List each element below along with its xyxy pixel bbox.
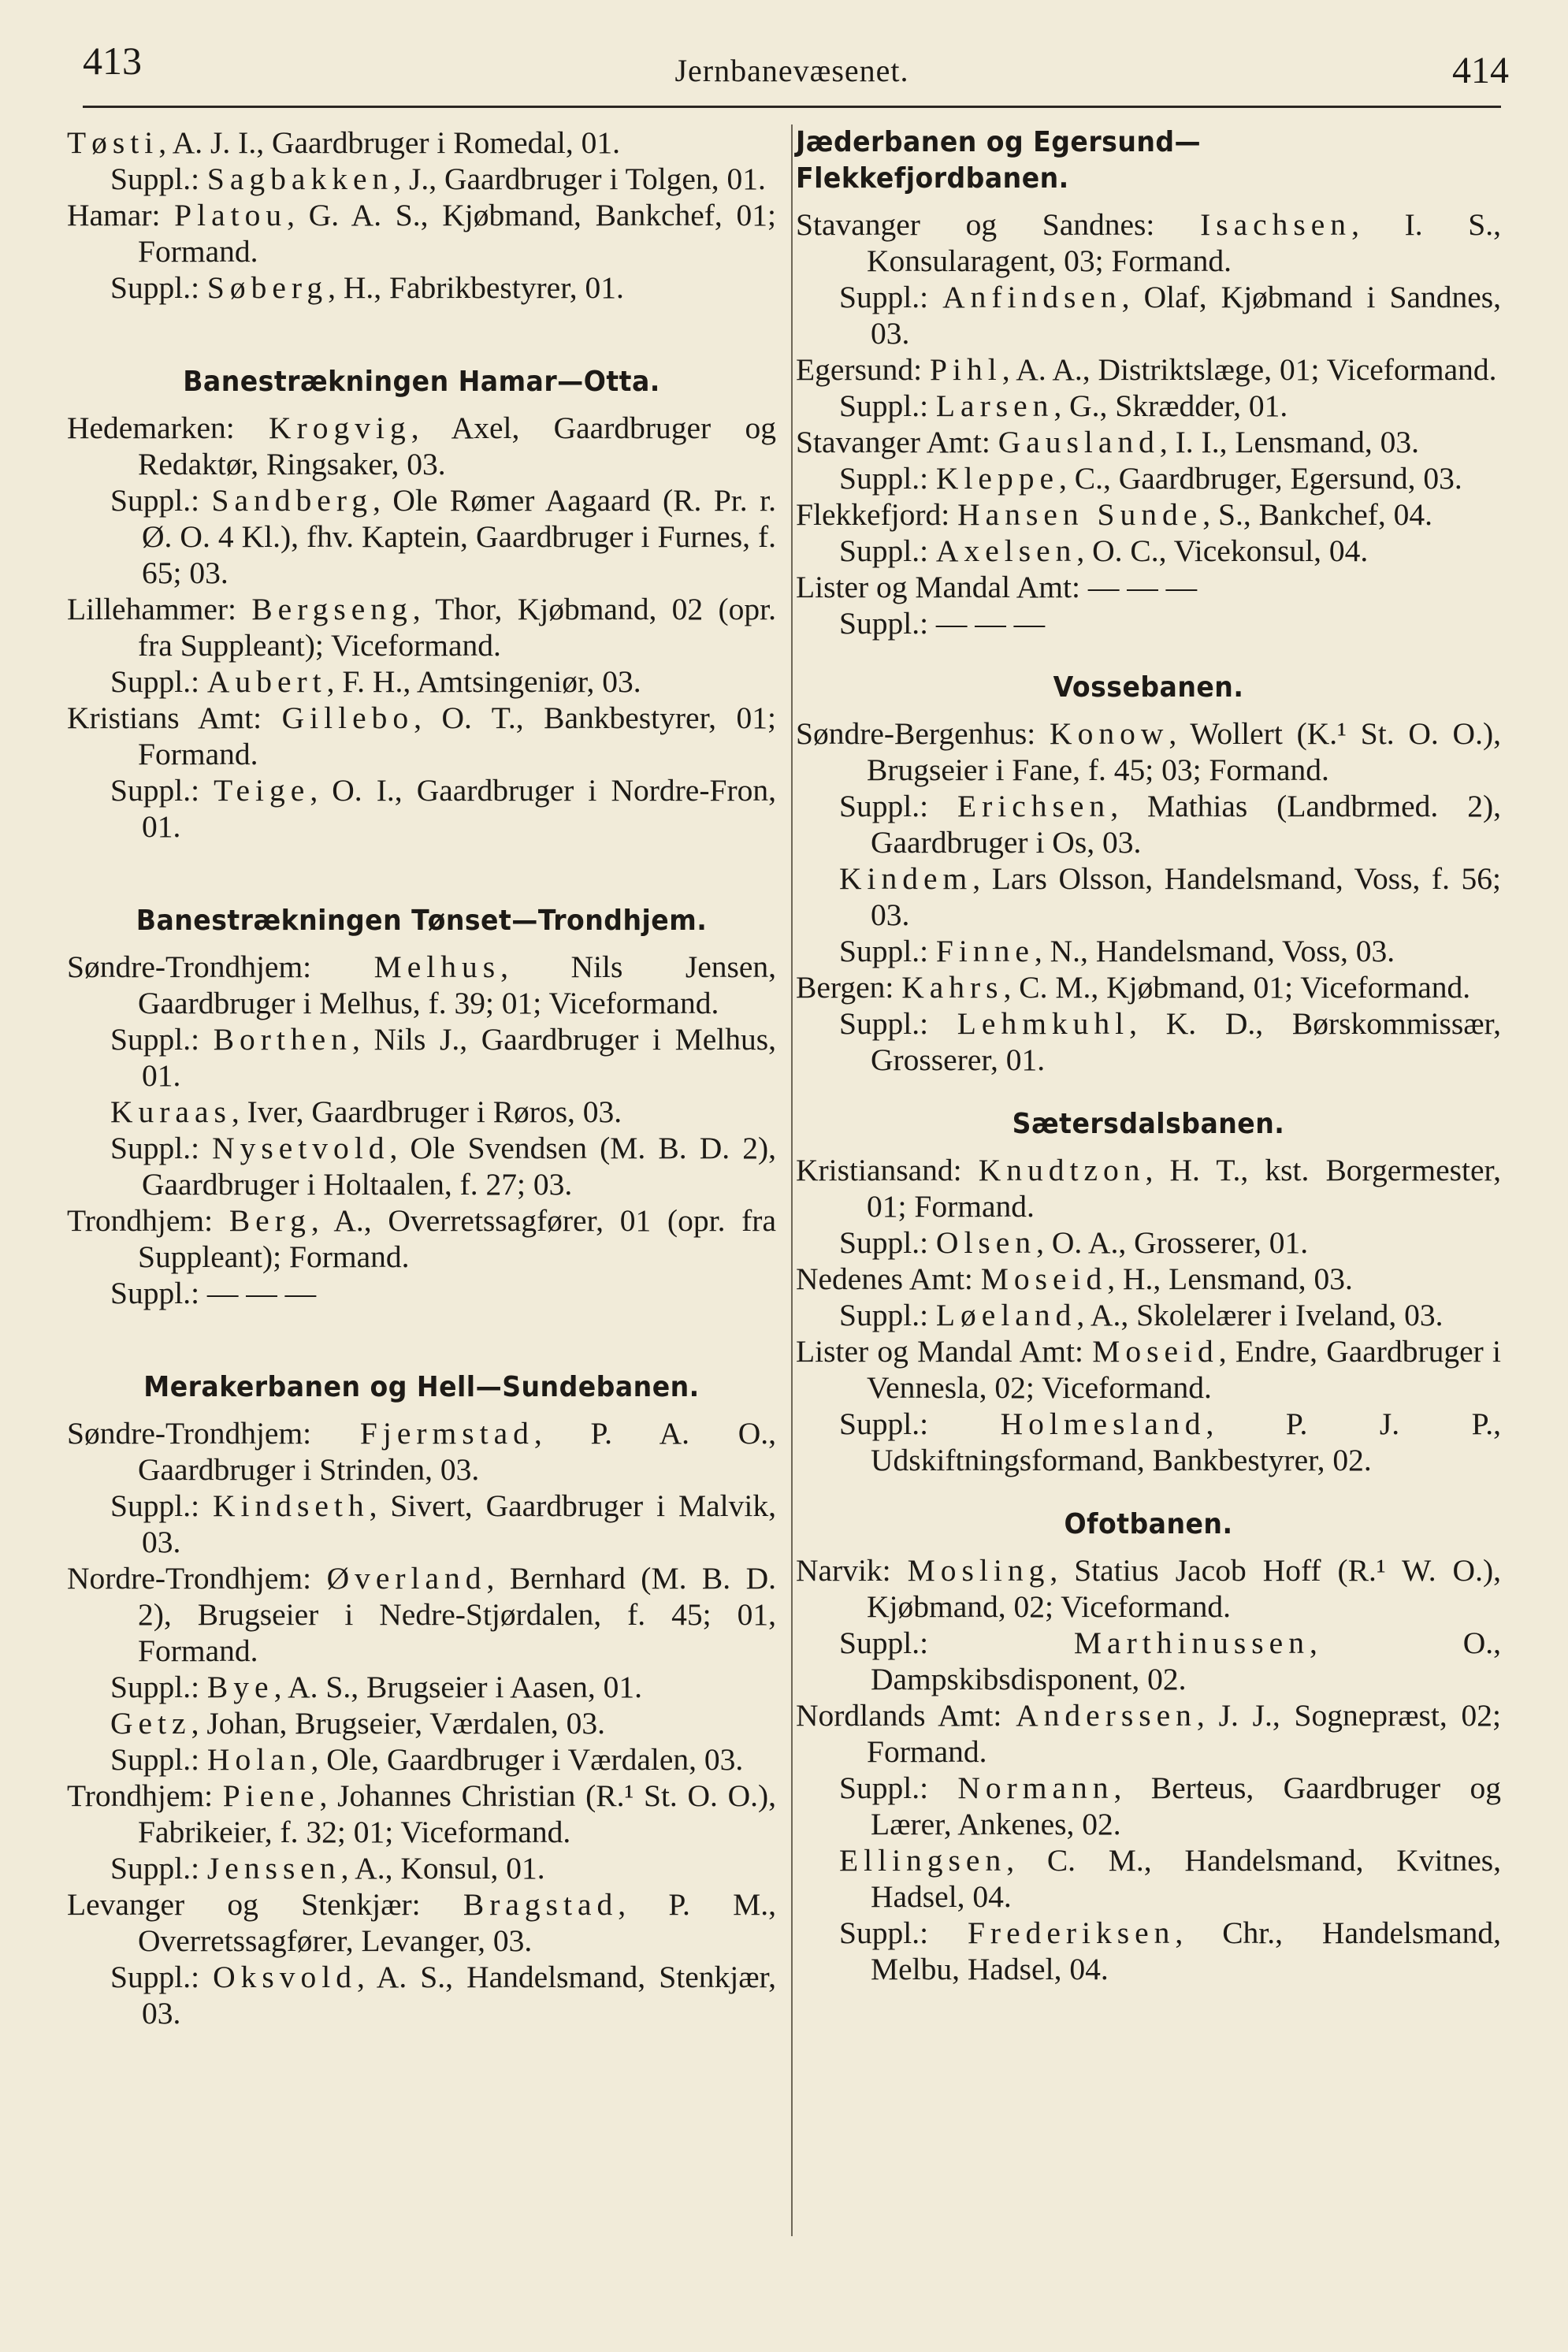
entry: Søndre-Trondhjem: Fjermstad, P. A. O., Gaardbruger i Strinden, 03.	[67, 1416, 777, 1487]
entry: Suppl.: Erichsen, Mathias (Landbrmed. 2), Gaardbruger i Os, 03.	[839, 789, 1501, 860]
entry: Suppl.: Olsen, O. A., Grosserer, 01.	[839, 1225, 1309, 1260]
section-heading: Merakerbanen og Hell—Sundebanen.	[143, 1371, 700, 1403]
entry: Suppl.: Marthinussen, O., Dampskibsdisponent, 02.	[839, 1626, 1501, 1696]
entry: Suppl.: Nysetvold, Ole Svendsen (M. B. D. 2), Gaardbruger i Holtaalen, f. 27; 03.	[110, 1131, 776, 1202]
entry: Suppl.: Larsen, G., Skrædder, 01.	[839, 388, 1288, 423]
entry: Suppl.: — — —	[839, 606, 1046, 641]
entry: Suppl.: Axelsen, O. C., Vicekonsul, 04.	[839, 533, 1369, 568]
entry: Suppl.: Finne, N., Handelsmand, Voss, 03.	[839, 934, 1395, 968]
entry: Ellingsen, C. M., Handelsmand, Kvitnes, Hadsel, 04.	[839, 1843, 1501, 1914]
right-column	[796, 124, 1501, 1987]
section-heading: Ofotbanen.	[1064, 1508, 1233, 1540]
entry: Egersund: Pihl, A. A., Distriktslæge, 01; Viceformand.	[796, 352, 1497, 387]
entry: Suppl.: Oksvold, A. S., Handelsmand, Stenkjær, 03.	[110, 1960, 777, 2031]
entry: Nordlands Amt: Anderssen, J. J., Sognepræst, 02; Formand.	[796, 1698, 1501, 1769]
entry: Suppl.: Aubert, F. H., Amtsingeniør, 03.	[110, 664, 641, 699]
entry: Trondhjem: Berg, A., Overretssagfører, 01 (opr. fra Suppleant); Formand.	[67, 1203, 776, 1274]
entry: Suppl.: Holan, Ole, Gaardbruger i Værdalen, 03.	[110, 1742, 744, 1777]
entry: Lister og Mandal Amt: Moseid, Endre, Gaardbruger i Vennesla, 02; Viceformand.	[796, 1334, 1501, 1405]
left-column	[67, 124, 776, 2031]
entry: Stavanger og Sandnes: Isachsen, I. S., Konsularagent, 03; Formand.	[796, 207, 1502, 278]
entry: Suppl.: Teige, O. I., Gaardbruger i Nordre-Fron, 01.	[110, 773, 776, 844]
section-heading: Jæderbanen og Egersund—Flekkefjordbanen.	[796, 126, 1202, 195]
entry: Lister og Mandal Amt: — — —	[796, 570, 1198, 604]
entry: Hamar: Platou, G. A. S., Kjøbmand, Bankchef, 01; Formand.	[67, 198, 776, 269]
entry: Bergen: Kahrs, C. M., Kjøbmand, 01; Viceformand.	[796, 970, 1471, 1005]
entry: Suppl.: Lehmkuhl, K. D., Børskommissær, Grosserer, 01.	[839, 1006, 1501, 1077]
entry: Suppl.: Kindseth, Sivert, Gaardbruger i Malvik, 03.	[110, 1488, 776, 1559]
entry: Flekkefjord: Hansen Sunde, S., Bankchef, 04.	[796, 497, 1433, 532]
section-heading: Banestrækningen Tønset—Trondhjem.	[136, 905, 708, 937]
entry: Suppl.: Borthen, Nils J., Gaardbruger i Melhus, 01.	[110, 1022, 776, 1093]
entry: Getz, Johan, Brugseier, Værdalen, 03.	[110, 1706, 605, 1741]
section-heading: Banestrækningen Hamar—Otta.	[183, 366, 660, 398]
entry: Suppl.: Bye, A. S., Brugseier i Aasen, 01.	[110, 1670, 642, 1704]
entry: Lillehammer: Bergseng, Thor, Kjøbmand, 02 (opr. fra Suppleant); Viceformand.	[67, 592, 776, 663]
entry: Stavanger Amt: Gausland, I. I., Lensmand, 03.	[796, 425, 1420, 459]
header-rule	[83, 106, 1501, 108]
entry: Nedenes Amt: Moseid, H., Lensmand, 03.	[796, 1261, 1353, 1296]
entry: Hedemarken: Krogvig, Axel, Gaardbruger og Redaktør, Ringsaker, 03.	[67, 411, 776, 481]
entry: Narvik: Mosling, Statius Jacob Hoff (R.¹ W. O.), Kjøbmand, 02; Viceformand.	[796, 1553, 1501, 1624]
entry: Suppl.: Kleppe, C., Gaardbruger, Egersund, 03.	[839, 461, 1462, 496]
entry: Søndre-Bergenhus: Konow, Wollert (K.¹ St. O. O.), Brugseier i Fane, f. 45; 03; Formand.	[796, 716, 1501, 787]
entry: Kristiansand: Knudtzon, H. T., kst. Borgermester, 01; Formand.	[796, 1153, 1501, 1224]
running-title: Jernbanevæsenet.	[674, 53, 909, 88]
entry: Suppl.: Normann, Berteus, Gaardbruger og Lærer, Ankenes, 02.	[839, 1771, 1501, 1841]
column-divider	[791, 124, 793, 2236]
entry: Suppl.: Sagbakken, J., Gaardbruger i Tolgen, 01.	[110, 162, 766, 196]
entry: Suppl.: Søberg, H., Fabrikbestyrer, 01.	[110, 270, 624, 305]
entry: Kuraas, Iver, Gaardbruger i Røros, 03.	[110, 1094, 622, 1129]
entry: Levanger og Stenkjær: Bragstad, P. M., Overretssagfører, Levanger, 03.	[67, 1887, 776, 1958]
entry: Kristians Amt: Gillebo, O. T., Bankbestyrer, 01; Formand.	[67, 700, 777, 771]
page-number-left: 413	[83, 39, 142, 83]
running-header	[75, 38, 1509, 101]
section-heading: Sætersdalsbanen.	[1012, 1108, 1285, 1140]
entry: Suppl.: Jenssen, A., Konsul, 01.	[110, 1851, 545, 1886]
entry: Kindem, Lars Olsson, Handelsmand, Voss, f. 56; 03.	[839, 861, 1501, 932]
section-heading: Vossebanen.	[1053, 671, 1244, 704]
entry: Suppl.: Sandberg, Ole Rømer Aagaard (R. Pr. r. Ø. O. 4 Kl.), fhv. Kaptein, Gaardbruger i Furnes, f. 65; 03.	[110, 483, 776, 590]
entry: Tøsti, A. J. I., Gaardbruger i Romedal, 01.	[67, 125, 620, 160]
entry: Suppl.: Holmesland, P. J. P., Udskiftningsformand, Bankbestyrer, 02.	[839, 1406, 1501, 1477]
page-number-right: 414	[1452, 50, 1509, 91]
entry: Nordre-Trondhjem: Øverland, Bernhard (M. B. D. 2), Brugseier i Nedre-Stjørdalen, f. 45; 01, Formand.	[67, 1561, 776, 1668]
entry: Søndre-Trondhjem: Melhus, Nils Jensen, Gaardbruger i Melhus, f. 39; 01; Viceformand.	[67, 949, 777, 1020]
entry: Trondhjem: Piene, Johannes Christian (R.¹ St. O. O.), Fabrikeier, f. 32; 01; Viceformand.	[67, 1778, 776, 1849]
entry: Suppl.: — — —	[110, 1276, 317, 1310]
entry: Suppl.: Frederiksen, Chr., Handelsmand, Melbu, Hadsel, 04.	[839, 1915, 1501, 1986]
entry: Suppl.: Løeland, A., Skolelærer i Iveland, 03.	[839, 1298, 1444, 1332]
entry: Suppl.: Anfindsen, Olaf, Kjøbmand i Sandnes, 03.	[839, 280, 1502, 351]
